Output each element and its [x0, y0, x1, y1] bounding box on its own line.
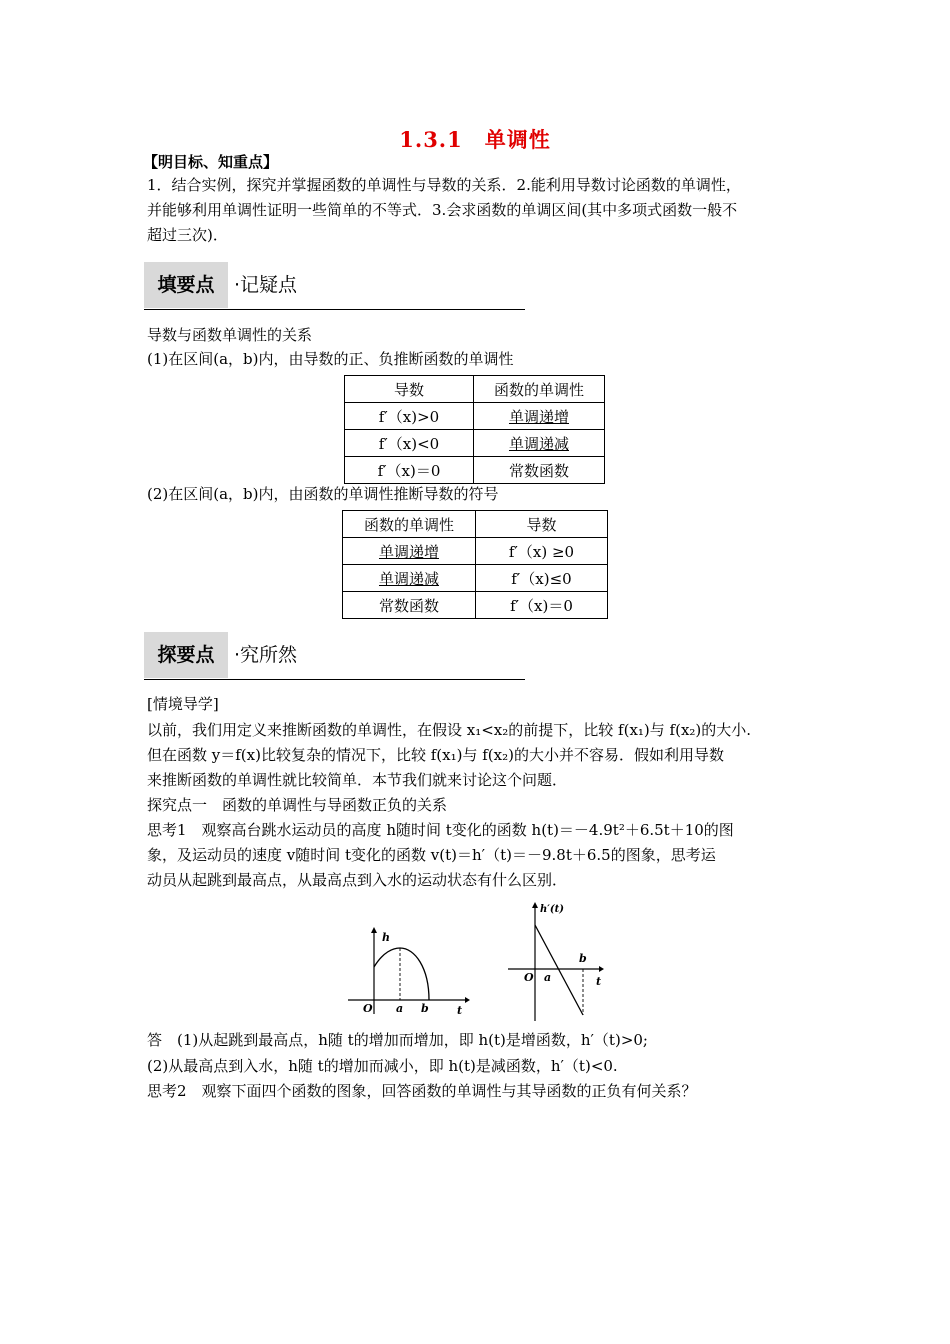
context-line-2: 但在函数 y＝f(x)比较复杂的情况下，比较 f(x₁)与 f(x₂)的大小并不容易．假如利用导数 [147, 746, 724, 764]
table-row [345, 457, 605, 484]
y-label: h′(t) [540, 904, 564, 915]
header-cell: 导数 [476, 511, 608, 538]
header-cell: 导数 [345, 376, 474, 403]
answer-line-1: 答 (1)从起跳到最高点，h随 t的增加而增加，即 h(t)是增函数，h′（t)>0; [147, 1031, 648, 1049]
table-header-row [345, 376, 605, 403]
section-banner-fill-points [144, 262, 525, 312]
relation-title: 导数与函数单调性的关系 [147, 326, 313, 344]
b-label: b [421, 1002, 429, 1015]
banner-box: 探要点 [144, 632, 228, 678]
goals-line-1: 1．结合实例，探究并掌握函数的单调性与导数的关系．2.能利用导数讨论函数的单调性， [147, 176, 741, 194]
a-label: a [544, 971, 552, 984]
table-row [343, 538, 608, 565]
y-axis-arrow [532, 902, 538, 908]
context-line-3: 来推断函数的单调性就比较简单．本节我们就来讨论这个问题． [147, 771, 568, 789]
think2-line: 思考2 观察下面四个函数的图象，回答函数的单调性与其导函数的正负有何关系？ [147, 1082, 697, 1100]
y-axis-arrow [371, 927, 377, 933]
y-label: h [382, 931, 390, 944]
monotonicity-cell: 单调递增 [474, 403, 605, 430]
height-curve [374, 948, 429, 1000]
context-heading: [情境导学] [147, 695, 219, 713]
answer-line-2: (2)从最高点到入水，h随 t的增加而减小，即 h(t)是减函数，h′（t)<0. [147, 1057, 618, 1075]
origin-label: O [363, 1002, 373, 1015]
think1-line-2: 象，及运动员的速度 v随时间 t变化的函数 v(t)＝h′（t)＝－9.8t＋6.5的图象，思考运 [147, 846, 716, 864]
monotonicity-cell: 常数函数 [474, 457, 605, 484]
table-row [345, 430, 605, 457]
table-row [343, 565, 608, 592]
goals-heading: 【明目标、知重点】 [143, 153, 279, 171]
goals-line-3: 超过三次)． [147, 226, 228, 244]
banner-box: 填要点 [144, 262, 228, 308]
monotonicity-cell: 单调递减 [474, 430, 605, 457]
velocity-graph [505, 895, 615, 1025]
part2-intro: (2)在区间(a，b)内，由函数的单调性推断导数的符号 [147, 485, 499, 503]
monotonicity-cell: 单调递增 [343, 538, 476, 565]
derivative-cell: f′（x) ≥0 [476, 538, 608, 565]
banner-rule [144, 679, 525, 680]
a-label: a [396, 1002, 404, 1015]
derivative-cell: f′（x)<0 [345, 430, 474, 457]
context-line-1: 以前，我们用定义来推断函数的单调性，在假设 x₁<x₂的前提下，比较 f(x₁)与 f(x₂)的大小. [147, 721, 752, 739]
banner-rule [144, 309, 525, 310]
derivative-cell: f′（x)＝0 [345, 457, 474, 484]
x-axis-arrow [465, 997, 470, 1003]
header-cell: 函数的单调性 [474, 376, 605, 403]
table-derivative-to-monotonicity [344, 375, 605, 484]
table-header-row [343, 511, 608, 538]
x-label: t [596, 975, 602, 988]
think1-line-3: 动员从起跳到最高点，从最高点到入水的运动状态有什么区别． [147, 871, 568, 889]
monotonicity-cell: 常数函数 [343, 592, 476, 619]
velocity-line [535, 925, 583, 1015]
banner-subtitle: ·究所然 [234, 644, 298, 666]
table-row [343, 592, 608, 619]
derivative-cell: f′（x)≤0 [476, 565, 608, 592]
derivative-cell: f′（x)＝0 [476, 592, 608, 619]
x-axis-arrow [599, 966, 604, 972]
height-graph [345, 920, 470, 1020]
origin-label: O [524, 971, 534, 984]
part1-intro: (1)在区间(a，b)内，由导数的正、负推断函数的单调性 [147, 350, 514, 368]
section-banner-explore [144, 632, 525, 682]
section-number: 1.3.1 [399, 127, 463, 152]
table-row [345, 403, 605, 430]
x-label: t [457, 1004, 463, 1017]
table-monotonicity-to-derivative [342, 510, 608, 619]
b-label: b [579, 952, 587, 965]
derivative-cell: f′（x)>0 [345, 403, 474, 430]
monotonicity-cell: 单调递减 [343, 565, 476, 592]
explore-heading: 探究点一 函数的单调性与导函数正负的关系 [147, 796, 448, 814]
think1-line-1: 思考1 观察高台跳水运动员的高度 h随时间 t变化的函数 h(t)＝－4.9t²＋6.5t＋10的图 [147, 821, 734, 839]
header-cell: 函数的单调性 [343, 511, 476, 538]
goals-line-2: 并能够利用单调性证明一些简单的不等式．3.会求函数的单调区间(其中多项式函数一般不 [147, 201, 738, 219]
banner-subtitle: ·记疑点 [234, 274, 298, 296]
section-name: 单调性 [484, 127, 551, 152]
